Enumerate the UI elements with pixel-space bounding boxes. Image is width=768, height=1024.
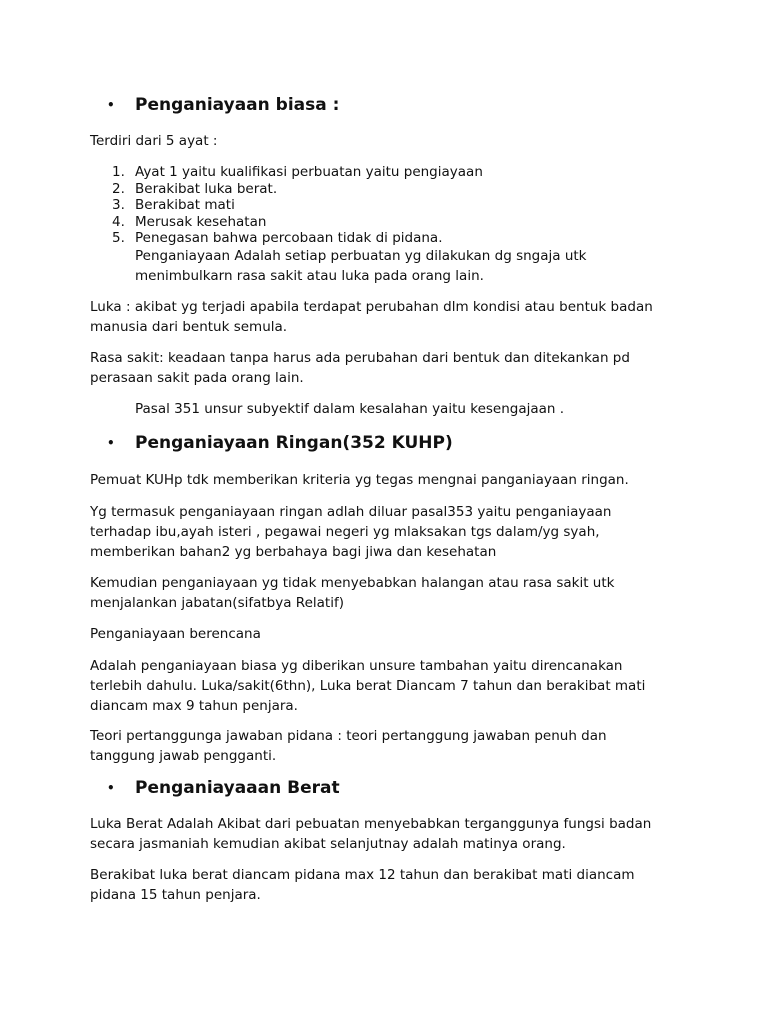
luka-paragraph: Luka : akibat yg terjadi apabila terdapat perubahan dlm kondisi atau bentuk badan manusia dari bentuk semula.	[90, 299, 653, 335]
list-continuation: Penganiayaan Adalah setiap perbuatan yg dilakukan dg sngaja utk menimbulkarn rasa sakit atau luka pada orang lain.	[135, 248, 587, 284]
berat-paragraph-1: Luka Berat Adalah Akibat dari pebuatan menyebabkan terganggunya fungsi badan secara jasmaniah kemudian akibat selanjutnay adalah matinya orang.	[90, 816, 652, 852]
bullet-icon: •	[107, 781, 115, 795]
list-item: 5. Penegasan bahwa percobaan tidak di pidana.	[112, 230, 443, 247]
ringan-paragraph-1: Pemuat KUHp tdk memberikan kriteria yg tegas mengnai panganiayaan ringan.	[90, 472, 629, 488]
ringan-paragraph-3: Kemudian penganiayaan yg tidak menyebabkan halangan atau rasa sakit utk menjalankan jabatan(sifatbya Relatif)	[90, 575, 615, 611]
document-page: • Penganiayaan biasa : Terdiri dari 5 ayat : 1. Ayat 1 yaitu kualifikasi perbuatan yaitu pengiayaan 2. Berakibat luka berat. 3. Berakibat mati 4. Merusak kesehatan 5. Penegasan bahwa percobaan tidak di pidana. Penganiayaan Adalah setiap perbuatan yg dilakukan dg sngaja utk menimbulkarn rasa sakit atau luka pada orang lain. Luka : akibat yg terjadi apabila terdapat perubahan dlm kondisi atau bentuk badan manusia dari bentuk semula. Rasa sakit: keadaan tanpa harus ada perubahan dari bentuk dan ditekankan pd perasaan sakit pada orang lain. Pasal 351 unsur subyektif dalam kesalahan yaitu kesengajaan . • Penganiayaan Ringan(352 KUHP) Pemuat KUHp tdk memberikan kriteria yg tegas mengnai panganiayaan ringan. Yg termasuk penganiayaan ringan adlah diluar pasal353 yaitu penganiayaan terhadap ibu,ayah isteri , pegawai negeri yg mlaksakan tgs dalam/yg syah, memberikan bahan2 yg berbahaya bagi jiwa dan kesehatan Kemudian penganiayaan yg tidak menyebabkan halangan atau rasa sakit utk menjalankan jabatan(sifatbya Relatif) Penganiayaan berencana Adalah penganiayaan biasa yg diberikan unsure tambahan yaitu direncanakan terlebih dahulu. Luka/sakit(6thn), Luka berat Diancam 7 tahun dan berakibat mati diancam max 9 tahun penjara. Teori pertanggunga jawaban pidana : teori pertanggung jawaban penuh dan tanggung jawab pengganti. • Penganiayaaan Berat Luka Berat Adalah Akibat dari pebuatan menyebabkan terganggunya fungsi badan secara jasmaniah kemudian akibat selanjutnay adalah matinya orang. Berakibat luka berat diancam pidana max 12 tahun dan berakibat mati diancam pidana 15 tahun penjara.	[0, 0, 768, 1024]
ayat-list	[90, 164, 483, 247]
bullet-icon: •	[107, 436, 115, 450]
ringan-paragraph-4: Penganiayaan berencana	[90, 626, 261, 642]
list-item: 4. Merusak kesehatan	[112, 213, 267, 230]
list-item: 1. Ayat 1 yaitu kualifikasi perbuatan yaitu pengiayaan	[112, 164, 483, 180]
list-item: 2. Berakibat luka berat.	[112, 180, 278, 197]
ringan-paragraph-6: Teori pertanggunga jawaban pidana : teori pertanggung jawaban penuh dan tanggung jawab pengganti.	[90, 728, 607, 764]
intro-paragraph: Terdiri dari 5 ayat :	[90, 133, 218, 149]
berat-paragraph-2: Berakibat luka berat diancam pidana max 12 tahun dan berakibat mati diancam pidana 15 tahun penjara.	[90, 867, 635, 903]
list-item: 3. Berakibat mati	[112, 197, 235, 214]
rasa-sakit-paragraph: Rasa sakit: keadaan tanpa harus ada perubahan dari bentuk dan ditekankan pd perasaan sakit pada orang lain.	[90, 350, 630, 386]
ringan-paragraph-5: Adalah penganiayaan biasa yg diberikan unsure tambahan yaitu direncanakan terlebih dahulu. Luka/sakit(6thn), Luka berat Diancam 7 tahun dan berakibat mati diancam max 9 tahun penjara.	[90, 658, 646, 714]
ringan-paragraph-2: Yg termasuk penganiayaan ringan adlah diluar pasal353 yaitu penganiayaan terhadap ibu,ayah isteri , pegawai negeri yg mlaksakan tgs dalam/yg syah, memberikan bahan2 yg berbahaya bagi jiwa dan kesehatan	[90, 504, 612, 560]
pasal-paragraph: Pasal 351 unsur subyektif dalam kesalahan yaitu kesengajaan .	[135, 401, 565, 417]
bullet-icon: •	[107, 98, 115, 112]
